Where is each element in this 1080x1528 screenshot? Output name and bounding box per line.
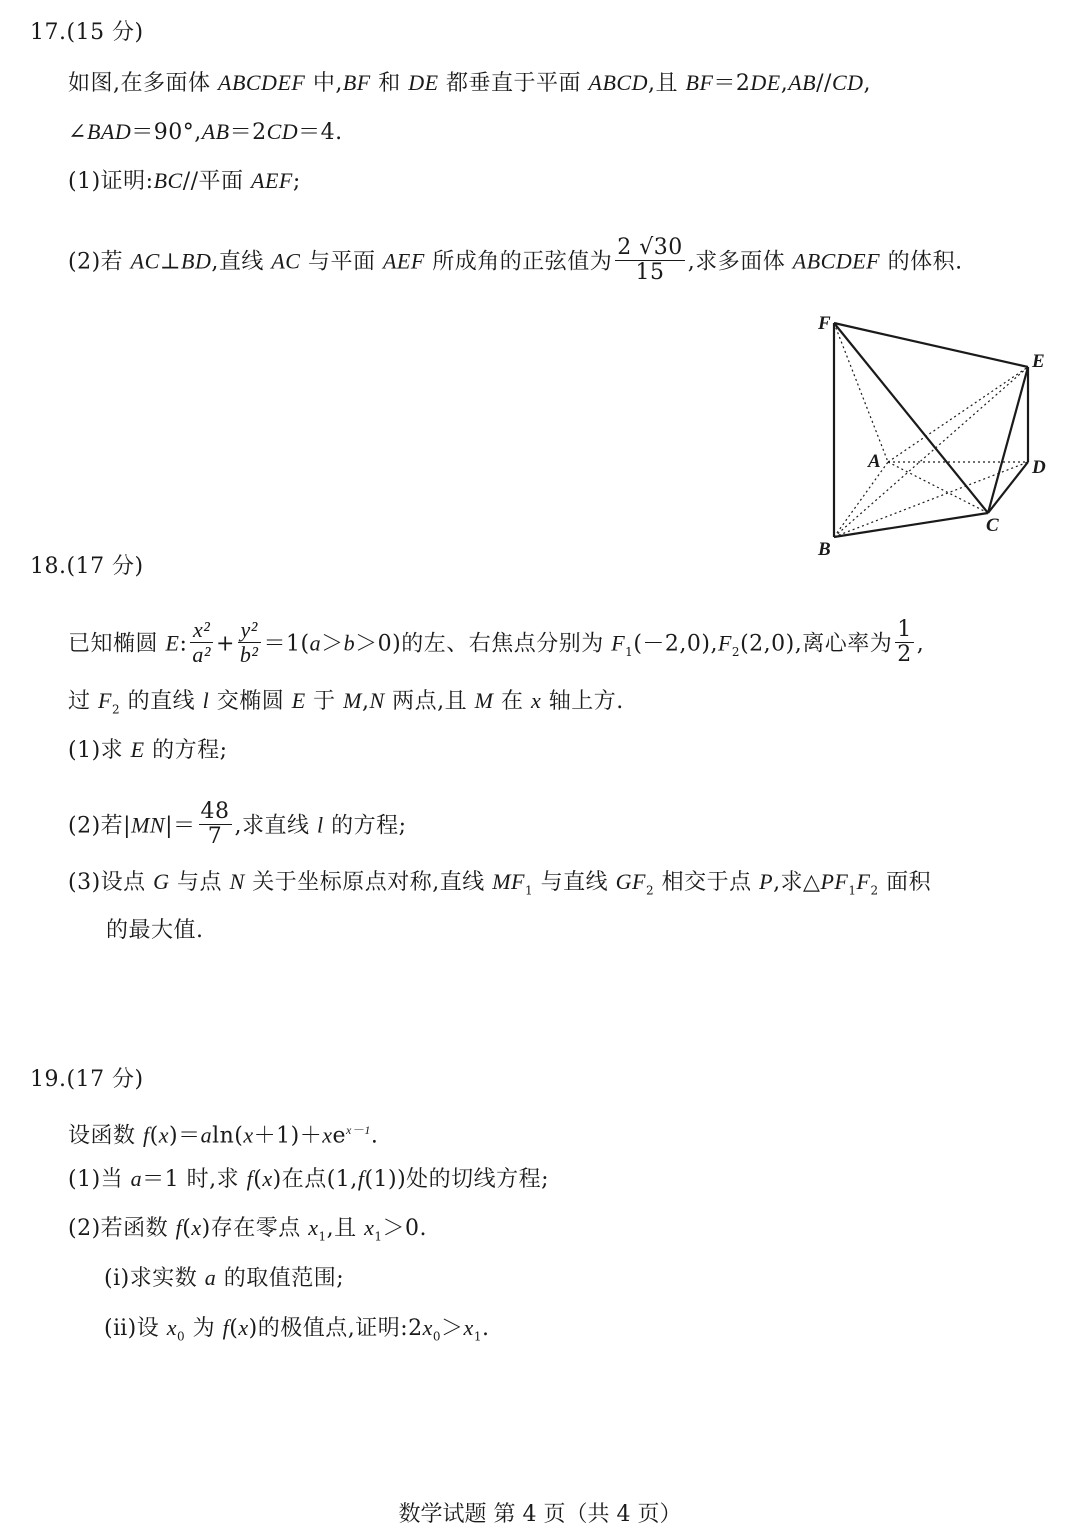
y-squared-over-b-squared: $\frac{\text{y²}}{\text{b²}}$ xyxy=(239,617,259,667)
problem-19-part2-i: (ⅰ)求实数 a 的取值范围; xyxy=(104,1265,345,1291)
edge-EC xyxy=(988,367,1028,513)
problem-17-header: 17.(15 分) xyxy=(30,20,144,45)
problem-17-part2: (2)若 AC⊥BD,直线 AC 与平面 AEF 所成角的正弦值为 $\frac{2 √30}{15}$ ,求多面体 ABCDEF 的体积. xyxy=(68,235,963,285)
problem-17-part1: (1)证明:BC//平面 AEF; xyxy=(68,168,301,194)
problem-19-stem: 设函数 $f(x)=aln(x+1)+xe^{x-1}$. xyxy=(68,1122,379,1149)
vertex-label-B: B xyxy=(818,539,831,560)
hidden-edge-BA xyxy=(834,462,888,537)
sine-value-fraction: $\frac{2 √30}{15}$ xyxy=(617,235,683,285)
problem-18-part3-continued: 的最大值. xyxy=(106,918,204,943)
problem-19-part1: (1)当 a＝1 时,求 f(x)在点(1,f(1))处的切线方程; xyxy=(68,1166,550,1192)
problem-18-header: 18.(17 分) xyxy=(30,554,144,579)
hidden-edge-AC xyxy=(888,462,988,513)
x-squared-over-a-squared: $\frac{\text{x²}}{\text{a²}}$ xyxy=(192,617,211,667)
polyhedron-figure xyxy=(810,305,1060,565)
mn-length-fraction: $\frac{48}{7}$ xyxy=(200,799,230,849)
hidden-edge-BE xyxy=(834,367,1028,537)
problem-18-part2: (2)若|MN|＝ $\frac{48}{7}$ ,求直线 l 的方程; xyxy=(68,799,407,849)
vertex-label-F: F xyxy=(818,313,831,334)
vertex-label-D: D xyxy=(1032,457,1046,478)
vertex-label-A: A xyxy=(868,451,881,472)
eccentricity-fraction: $\frac{1}{2}$ xyxy=(897,617,912,667)
problem-18-part1: (1)求 E 的方程; xyxy=(68,737,228,763)
problem-19-part2: (2)若函数 f(x)存在零点 $x_1$,且 $x_1>0$. xyxy=(68,1215,428,1244)
page-footer: 数学试题 第 4 页（共 4 页） xyxy=(398,1502,682,1527)
problem-17-stem-line2: ∠BAD＝90°,AB＝2CD＝4. xyxy=(68,119,343,145)
problem-18-part3: (3)设点 G 与点 N 关于坐标原点对称,直线 $MF_1$ 与直线 $GF_2$ 相交于点 P,求$\triangle PF_1F_2$ 面积 xyxy=(68,869,932,898)
problem-19-header: 19.(17 分) xyxy=(30,1067,144,1092)
problem-18-stem-line1: 已知椭圆 E: $\frac{\text{x²}}{\text{a²}}$ + $\frac{\text{y²}}{\text{b²}}$ ＝1(a＞b＞0)的左、右焦点分别为 $F_1(-2,0),F_2(2,0)$,离心率为 $\frac{1}{2}$ , xyxy=(68,617,925,667)
vertex-label-E: E xyxy=(1032,351,1045,372)
edge-FC xyxy=(834,323,988,513)
problem-19-part2-ii: (ⅱ)设 $x_0$ 为 f(x)的极值点,证明$:2x_0>x_1$. xyxy=(104,1315,490,1344)
problem-17-stem-line1: 如图,在多面体 ABCDEF 中,BF 和 DE 都垂直于平面 ABCD,且 BF＝2DE,AB//CD, xyxy=(68,70,871,96)
vertex-label-C: C xyxy=(986,515,999,536)
problem-18-stem-line2: 过 $F_2$ 的直线 l 交椭圆 E 于 M,N 两点,且 M 在 x 轴上方. xyxy=(68,688,624,717)
hidden-edge-FA xyxy=(834,323,888,462)
